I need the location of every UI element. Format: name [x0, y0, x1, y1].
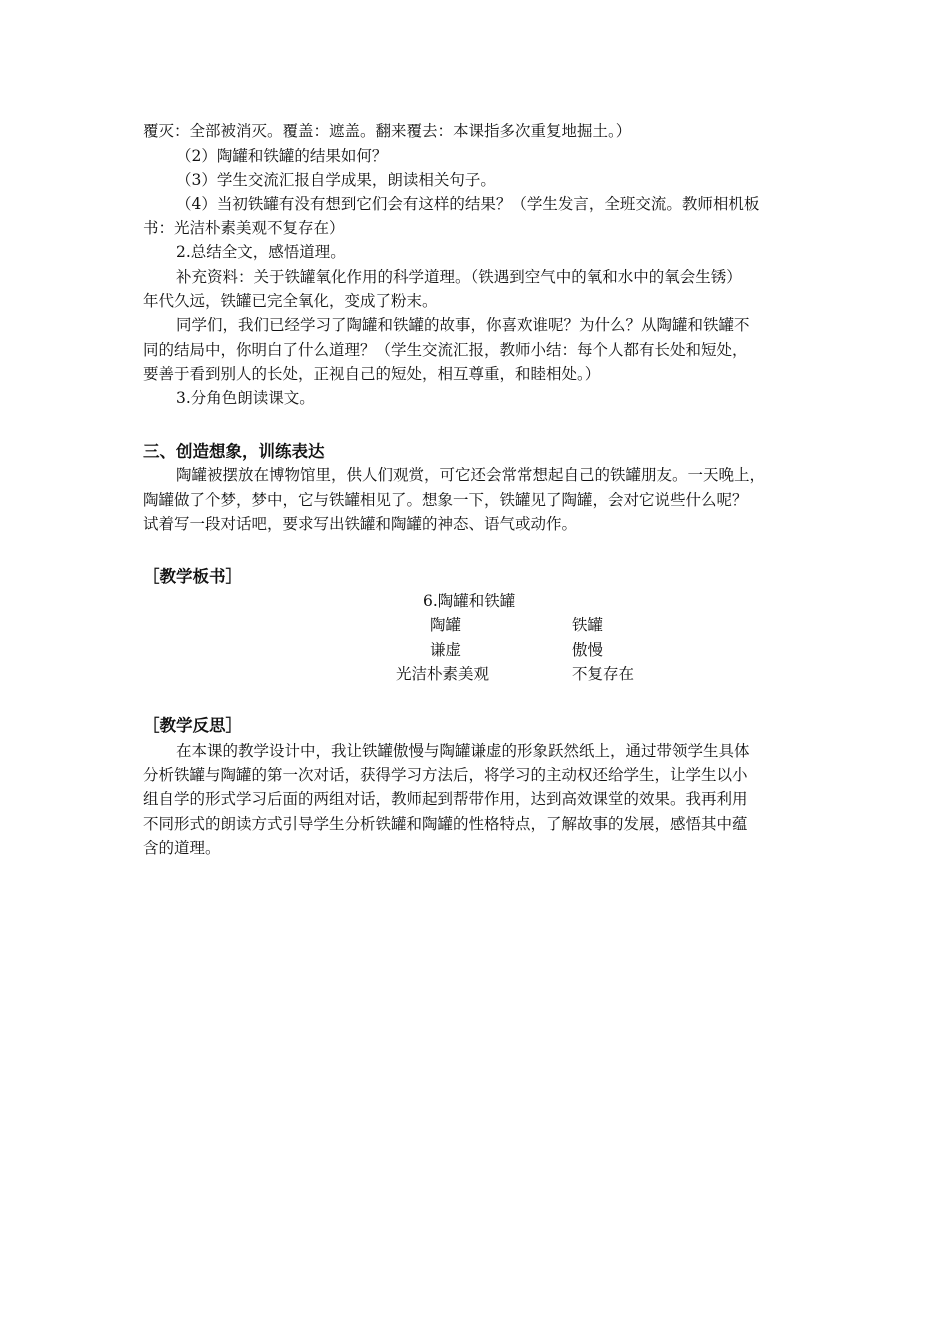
question-4: （4）当初铁罐有没有想到它们会有这样的结果？（学生发言，全班交流。教师相机板 — [176, 195, 760, 213]
reflection-paragraph-cont: 组自学的形式学习后面的两组对话，教师起到帮带作用，达到高效课堂的效果。我再利用 — [143, 790, 748, 808]
text-line: 覆灭：全部被消灭。覆盖：遮盖。翻来覆去：本课指多次重复地掘土。） — [143, 122, 632, 140]
question-2: （2）陶罐和铁罐的结果如何？ — [176, 147, 388, 165]
board-right-2: 傲慢 — [572, 641, 604, 659]
reflection-paragraph-cont: 含的道理。 — [143, 839, 221, 857]
board-left-2: 谦虚 — [430, 641, 462, 659]
reflection-paragraph-cont: 分析铁罐与陶罐的第一次对话，获得学习方法后，将学习的主动权还给学生，让学生以小 — [143, 766, 748, 784]
section-3-paragraph-cont: 试着写一段对话吧，要求写出铁罐和陶罐的神态、语气或动作。 — [143, 515, 578, 533]
board-title: 6.陶罐和铁罐 — [423, 592, 516, 610]
question-3: （3）学生交流汇报自学成果，朗读相关句子。 — [176, 171, 496, 189]
section-3-paragraph: 陶罐被摆放在博物馆里，供人们观赏，可它还会常常想起自己的铁罐朋友。一天晚上， — [176, 466, 766, 484]
board-right-1: 铁罐 — [572, 616, 604, 634]
reflection-paragraph-cont: 不同形式的朗读方式引导学生分析铁罐和陶罐的性格特点，了解故事的发展，感悟其中蕴 — [143, 815, 748, 833]
supplement: 补充资料：关于铁罐氧化作用的科学道理。（铁遇到空气中的氧和水中的氧会生锈） — [176, 268, 742, 286]
board-right-3: 不复存在 — [572, 665, 635, 683]
section-3-heading: 三、创造想象，训练表达 — [143, 442, 325, 461]
paragraph-cont: 要善于看到别人的长处，正视自己的短处，相互尊重，和睦相处。） — [143, 365, 601, 383]
supplement-cont: 年代久远，铁罐已完全氧化，变成了粉末。 — [143, 292, 438, 310]
board-left-1: 陶罐 — [430, 616, 462, 634]
step-3: 3.分角色朗读课文。 — [176, 389, 315, 407]
paragraph: 同学们，我们已经学习了陶罐和铁罐的故事，你喜欢谁呢？为什么？从陶罐和铁罐不 — [176, 316, 750, 334]
reflection-paragraph: 在本课的教学设计中，我让铁罐傲慢与陶罐谦虚的形象跃然纸上，通过带领学生具体 — [176, 742, 750, 760]
step-2: 2.总结全文，感悟道理。 — [176, 243, 346, 261]
section-3-paragraph-cont: 陶罐做了个梦，梦中，它与铁罐相见了。想象一下，铁罐见了陶罐，会对它说些什么呢？ — [143, 491, 748, 509]
reflection-heading: ［教学反思］ — [143, 716, 242, 735]
question-4-cont: 书：光洁朴素美观不复存在） — [143, 219, 345, 237]
paragraph-cont: 同的结局中，你明白了什么道理？（学生交流汇报，教师小结：每个人都有长处和短处， — [143, 341, 748, 359]
board-heading: ［教学板书］ — [143, 567, 242, 586]
board-left-3: 光洁朴素美观 — [396, 665, 490, 683]
